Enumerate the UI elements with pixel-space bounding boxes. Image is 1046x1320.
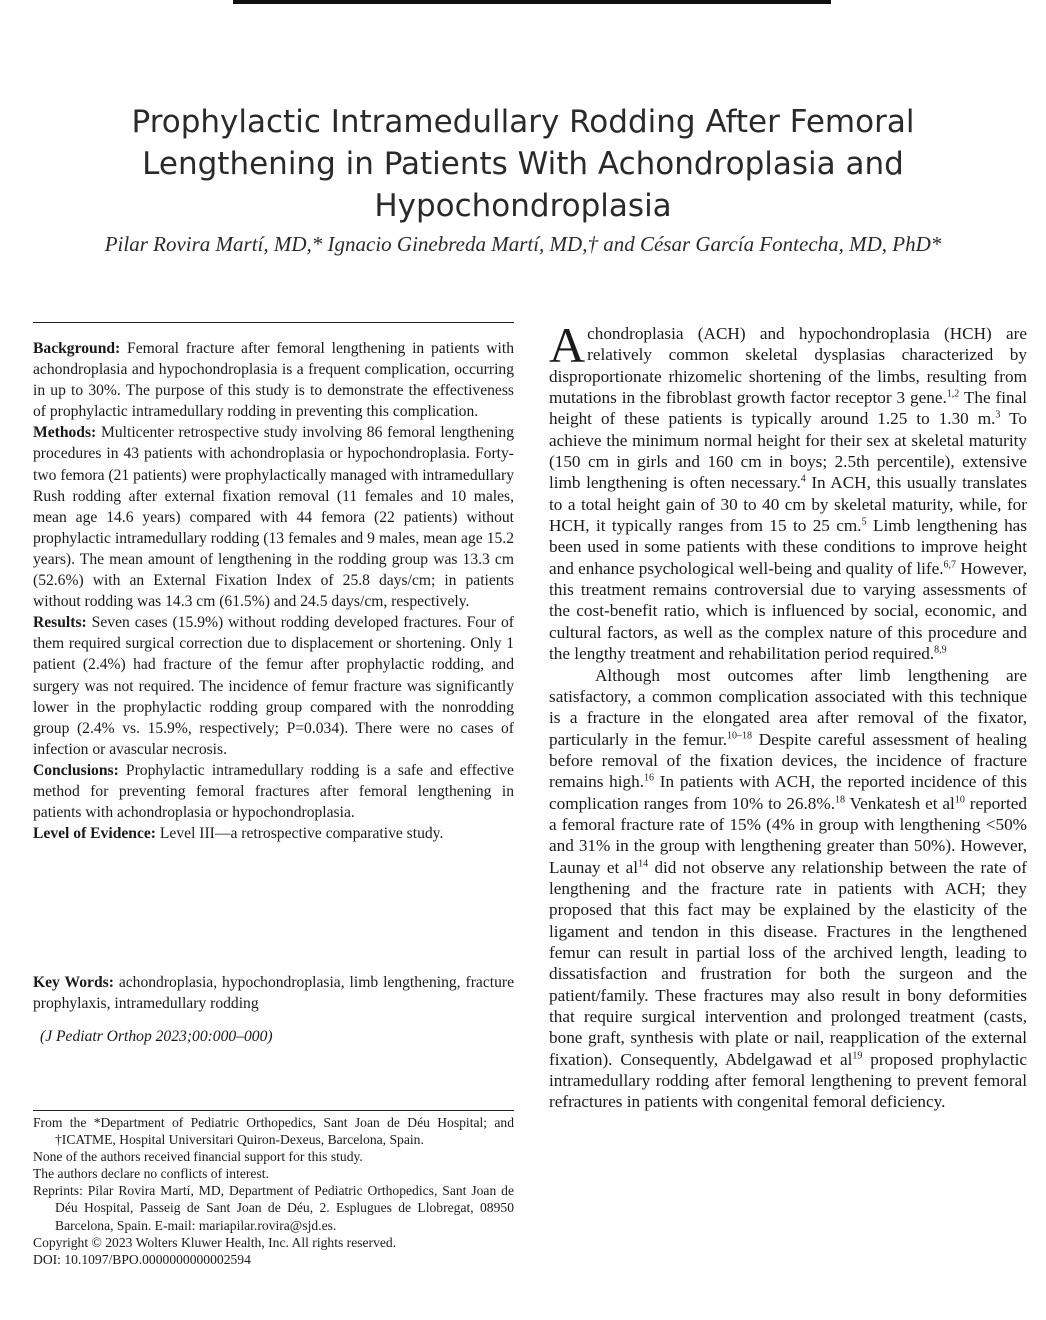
top-rule bbox=[233, 0, 831, 4]
drop-cap: A bbox=[549, 317, 586, 373]
background-label: Background: bbox=[33, 340, 121, 357]
article-title bbox=[40, 101, 1006, 227]
conclusions-label: Conclusions: bbox=[33, 761, 119, 779]
reference-citation: 6,7 bbox=[943, 559, 957, 571]
body-paragraph-2: Although most outcomes after limb lengthening are satisfactory, a common complication associated with this technique is a fracture in the elongated area after removal of the fixator, particularly in the femur.$^{10-18}$ Despite careful assessment of healing before removal of the fixation devices, the incidence of fracture remains high.$^{16}$ In patients with ACH, the reported incidence of this complication ranges from 10% to 26.8%.$^{18}$ Venkatesh et $al^{10}$ reported a femoral fracture rate of 15% (4% in group with lengthening <50% and 31% in the group with lengthening greater than 50%). However, Launay et $al^{14}$ did not observe any relationship between the rate of lengthening and the fracture rate in patients with ACH; they proposed that this fact may be explained by the elasticity of the ligament and tendon in this disease. Fractures in the lengthened femur can result in partial loss of the archived length, leading to dissatisfaction and frustration for both the surgeon and the patient/family. These fractures may also result in bony deformities that require surgical intervention and prolonged treatment (casts, bone graft, synthesis with plate or nail, reapplication of the external fixation). Consequently, Abdelgawad et $al^{19}$ proposed prophylactic intramedullary rodding after femoral lengthening to prevent femoral refractures in patients with congenital femoral deficiency. bbox=[549, 665, 1027, 1112]
abstract-conclusions bbox=[33, 760, 514, 823]
keywords bbox=[33, 972, 514, 1014]
title-line-2: Lengthening in Patients With Achondroplasia and bbox=[142, 145, 904, 182]
footnote-copyright: Copyright © 2023 Wolters Kluwer Health, Inc. All rights reserved. bbox=[33, 1234, 397, 1250]
author-list: Pilar Rovira Martí, MD,* Ignacio Ginebreda Martí, MD,† and César García Fontecha, MD, PhD* bbox=[104, 232, 942, 256]
footnote-affiliation: From the *Department of Pediatric Orthopedics, Sant Joan de Déu Hospital; and †ICATME, Hospital Universitari Quiron-Dexeus, Barcelona, Spain. bbox=[33, 1115, 514, 1148]
methods-label: Methods: bbox=[33, 424, 97, 442]
title-line-1: Prophylactic Intramedullary Rodding After Femoral bbox=[131, 103, 915, 140]
reference-citation: 3 bbox=[995, 409, 1001, 421]
results-label: Results: bbox=[33, 614, 87, 632]
body-text bbox=[549, 317, 1027, 1113]
reference-citation: 8,9 bbox=[934, 644, 947, 656]
footnote-funding: None of the authors received financial support for this study. bbox=[33, 1149, 363, 1165]
reference-citation: 19 bbox=[852, 1049, 863, 1061]
footnote-reprints: Reprints: Pilar Rovira Martí, MD, Department of Pediatric Orthopedics, Sant Joan de Déu Hospital, Passeig de Sant Joan de Déu, 2. Esplugues de Llobregat, 08950 Barcelona, Spain. E-mail: mariapilar.rovira@sjd.es. bbox=[33, 1183, 514, 1233]
keywords-text: achondroplasia, hypochondroplasia, limb lengthening, fracture prophylaxis, intramedullary rodding bbox=[33, 974, 514, 1013]
reference-citation: 14 bbox=[638, 857, 649, 869]
footnote-conflicts: The authors declare no conflicts of interest. bbox=[33, 1166, 269, 1182]
reference-citation: 1,2 bbox=[946, 388, 960, 400]
reference-citation: 5 bbox=[861, 516, 867, 528]
body-paragraph-1: Achondroplasia (ACH) and hypochondroplasia (HCH) are relatively common skeletal dysplasias characterized by disproportionate rhizomelic shortening of the limbs, resulting from mutations in the fibroblast growth factor receptor 3 gene.$^{1,2}$ The final height of these patients is typically around 1.25 to 1.30 m.$^3$ To achieve the minimum normal height for their sex at skeletal maturity (150 cm in girls and 160 cm in boys; 2.5th percentile), extensive limb lengthening is often necessary.$^4$ In ACH, this usually translates to a total height gain of 30 to 40 cm by skeletal maturity, while, for HCH, it typically ranges from 15 to 25 cm.$^5$ Limb lengthening has been used in some patients with these conditions to improve height and enhance psychological well-being and quality of life.$^{6,7}$ However, this treatment remains controversial due to varying assessments of the cost-benefit ratio, which is influenced by social, economic, and cultural factors, as well as the complex nature of this procedure and the lengthy treatment and rehabilitation period required.$^{8,9}$ bbox=[549, 317, 1027, 664]
background-text: Femoral fracture after femoral lengthening in patients with achondroplasia and hypochondroplasia is a frequent complication, occurring in up to 30%. The purpose of this study is to demonstrate the effectiveness of prophylactic intramedullary rodding in preventing this complication. bbox=[33, 340, 514, 421]
reference-citation: 10 bbox=[954, 793, 965, 805]
journal-citation: (J Pediatr Orthop 2023;00:000–000) bbox=[40, 1028, 273, 1045]
footnote-doi: DOI: 10.1097/BPO.0000000000002594 bbox=[33, 1251, 251, 1267]
title-line-3: Hypochondroplasia bbox=[374, 187, 672, 224]
abstract-level bbox=[33, 823, 514, 844]
conclusions-text: Prophylactic intramedullary rodding is a safe and effective method for preventing femoral fractures after femoral lengthening in patients with achondroplasia or hypochondroplasia. bbox=[33, 761, 514, 822]
reference-citation: 16 bbox=[644, 772, 655, 784]
results-text: Seven cases (15.9%) without rodding developed fractures. Four of them required surgical correction due to displacement or shortening. Only 1 patient (2.4%) had fracture of the femur after prophylactic rodding, and surgery was not required. The incidence of femur fracture was significantly lower in the prophylactic rodding group compared with the nonrodding group (2.4% vs. 15.9%, respectively; P=0.034). There were no cases of infection or avascular necrosis. bbox=[33, 614, 514, 758]
abstract-top-rule bbox=[33, 322, 514, 323]
level-text: Level III—a retrospective comparative study. bbox=[159, 825, 444, 843]
abstract-background bbox=[33, 338, 514, 422]
footnote-rule bbox=[33, 1110, 514, 1111]
reference-citation: 18 bbox=[835, 793, 846, 805]
abstract-results bbox=[33, 612, 514, 760]
methods-text: Multicenter retrospective study involving 86 femoral lengthening procedures in 43 patients with achondroplasia or hypochondroplasia. Forty-two femora (21 patients) were prophylactically managed with intramedullary Rush rodding after external fixation removal (11 females and 10 males, mean age 14.6 years) compared with 44 femora (22 patients) without prophylactic intramedullary rodding (13 females and 9 males, mean age 15.2 years). The mean amount of lengthening in the rodding group was 13.3 cm (52.6%) with an External Fixation Index of 25.8 days/cm; in patients without rodding was 14.3 cm (61.5%) and 24.5 days/cm, respectively. bbox=[33, 424, 514, 611]
footnotes bbox=[33, 1114, 514, 1268]
level-label: Level of Evidence: bbox=[33, 825, 156, 843]
abstract bbox=[33, 338, 514, 844]
keywords-label: Key Words: bbox=[33, 974, 114, 991]
abstract-methods bbox=[33, 422, 514, 612]
reference-citation: 10–18 bbox=[727, 729, 753, 741]
reference-citation: 4 bbox=[800, 473, 806, 485]
